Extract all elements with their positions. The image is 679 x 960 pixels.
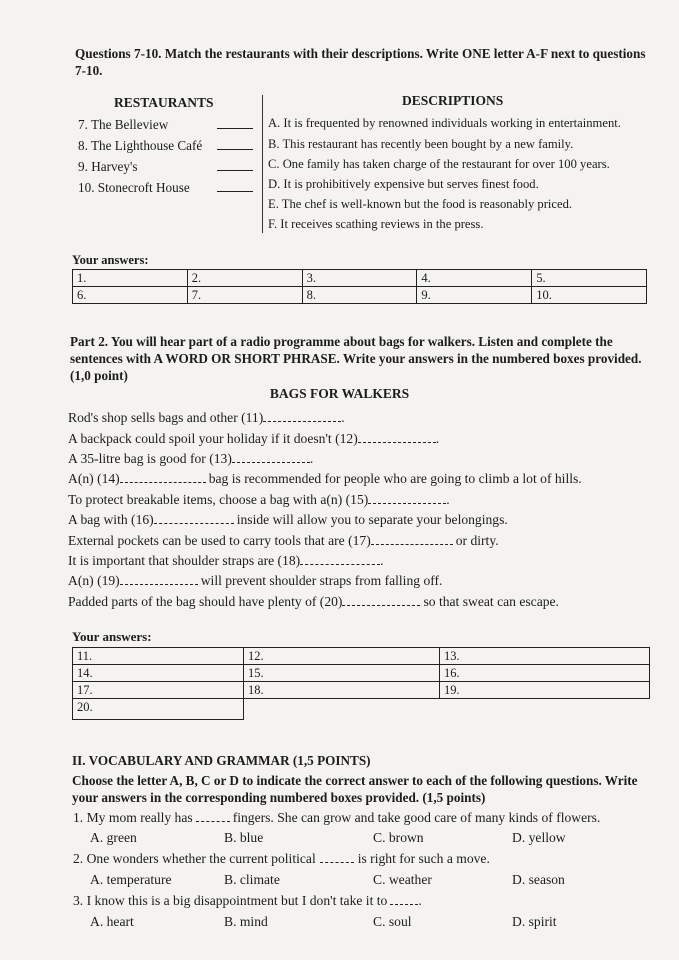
section2-instructions: Choose the letter A, B, C or D to indicate the correct answer to each of the following questions. Write your answers in the corresponding numbered boxes provided. (1,5 points)	[72, 773, 638, 805]
answer-cell[interactable]: 18.	[244, 682, 440, 699]
description-item: B. This restaurant has recently been bought by a new family.	[268, 137, 574, 151]
sentence: A 35-litre bag is good for (13) .	[68, 451, 314, 466]
answer-blank[interactable]	[196, 811, 230, 822]
answer-blank[interactable]	[368, 493, 446, 504]
description-item: C. One family has taken charge of the restaurant for over 100 years.	[268, 157, 610, 171]
answer-blank[interactable]	[342, 595, 420, 606]
descriptions-header: DESCRIPTIONS	[402, 93, 504, 108]
table-row	[73, 270, 647, 287]
answers-table-part1	[72, 269, 647, 304]
column-divider	[262, 95, 263, 233]
sentence: Padded parts of the bag should have plenty of (20) so that sweat can escape.	[68, 594, 559, 609]
option[interactable]: C. brown	[373, 830, 424, 845]
answer-blank[interactable]	[232, 452, 310, 463]
answer-cell[interactable]: 7.	[187, 287, 302, 304]
answer-cell[interactable]: 4.	[417, 270, 532, 287]
restaurant-item: 8. The Lighthouse Café	[78, 138, 203, 153]
answer-cell[interactable]: 15.	[244, 665, 440, 682]
table-row	[73, 287, 647, 304]
answer-cell[interactable]: 10.	[532, 287, 647, 304]
question: 1. My mom really has fingers. She can grow and take good care of many kinds of flowers.	[73, 810, 601, 825]
sentence: Rod's shop sells bags and other (11) .	[68, 410, 345, 425]
table-row	[73, 665, 650, 682]
option[interactable]: B. blue	[224, 830, 264, 845]
answer-blank[interactable]	[390, 894, 418, 905]
option[interactable]: C. soul	[373, 914, 412, 929]
answer-blank[interactable]	[120, 574, 198, 585]
description-item: A. It is frequented by renowned individuals working in entertainment.	[268, 116, 621, 130]
answers-table-part2	[72, 647, 650, 720]
answer-blank[interactable]	[300, 554, 380, 565]
section2-title: II. VOCABULARY AND GRAMMAR (1,5 POINTS)	[72, 753, 371, 768]
option[interactable]: A. heart	[90, 914, 134, 929]
answer-cell[interactable]: 13.	[440, 648, 650, 665]
answer-cell[interactable]: 8.	[302, 287, 417, 304]
answer-cell[interactable]: 6.	[73, 287, 188, 304]
empty-cell	[244, 699, 440, 720]
sentence: It is important that shoulder straps are (18) .	[68, 553, 384, 568]
option[interactable]: A. temperature	[90, 872, 172, 887]
answer-blank[interactable]	[217, 138, 253, 150]
answer-cell[interactable]: 20.	[73, 699, 244, 720]
option[interactable]: D. yellow	[512, 830, 566, 845]
part2-heading: Part 2. You will hear part of a radio programme about bags for walkers. Listen and complete the sentences with A WORD OR SHORT PHRASE. Write your answers in the numbered boxes provided. (1,0 point)	[70, 334, 642, 383]
table-row	[73, 682, 650, 699]
restaurant-item: 9. Harvey's	[78, 159, 138, 174]
description-item: F. It receives scathing reviews in the press.	[268, 217, 484, 231]
option[interactable]: C. weather	[373, 872, 432, 887]
answer-cell[interactable]: 19.	[440, 682, 650, 699]
answers-label: Your answers:	[72, 629, 152, 644]
option[interactable]: D. season	[512, 872, 565, 887]
table-row	[73, 699, 650, 720]
answer-blank[interactable]	[217, 117, 253, 129]
answer-blank[interactable]	[358, 432, 436, 443]
restaurant-item: 10. Stonecroft House	[78, 180, 190, 195]
restaurants-header: RESTAURANTS	[114, 95, 214, 110]
option[interactable]: B. climate	[224, 872, 280, 887]
restaurant-item: 7. The Belleview	[78, 117, 169, 132]
answer-cell[interactable]: 11.	[73, 648, 244, 665]
sentence: To protect breakable items, choose a bag with a(n) (15) .	[68, 492, 450, 507]
answers-label: Your answers:	[72, 253, 149, 267]
answer-blank[interactable]	[320, 852, 354, 863]
answer-blank[interactable]	[154, 513, 234, 524]
part2-title: BAGS FOR WALKERS	[269, 386, 410, 401]
part1-heading: Questions 7-10. Match the restaurants with their descriptions. Write ONE letter A-F next to questions 7-10.	[75, 46, 646, 78]
sentence: A backpack could spoil your holiday if it doesn't (12) .	[68, 431, 440, 446]
answer-blank[interactable]	[263, 411, 341, 422]
option[interactable]: A. green	[90, 830, 137, 845]
question: 3. I know this is a big disappointment but I don't take it to .	[73, 893, 422, 908]
question: 2. One wonders whether the current political is right for such a move.	[73, 851, 490, 866]
answer-cell[interactable]: 1.	[73, 270, 188, 287]
answer-blank[interactable]	[371, 534, 453, 545]
sentence: External pockets can be used to carry tools that are (17) or dirty.	[68, 533, 499, 548]
answer-blank[interactable]	[217, 159, 253, 171]
answer-cell[interactable]: 12.	[244, 648, 440, 665]
empty-cell	[440, 699, 650, 720]
table-row	[73, 648, 650, 665]
sentence: A(n) (14) bag is recommended for people who are going to climb a lot of hills.	[68, 471, 582, 486]
option[interactable]: D. spirit	[512, 914, 557, 929]
answer-cell[interactable]: 2.	[187, 270, 302, 287]
answer-blank[interactable]	[120, 472, 206, 483]
description-item: E. The chef is well-known but the food is reasonably priced.	[268, 197, 573, 211]
answer-blank[interactable]	[217, 180, 253, 192]
answer-cell[interactable]: 3.	[302, 270, 417, 287]
sentence: A bag with (16) inside will allow you to separate your belongings.	[68, 512, 508, 527]
description-item: D. It is prohibitively expensive but serves finest food.	[268, 177, 539, 191]
answer-cell[interactable]: 17.	[73, 682, 244, 699]
answer-cell[interactable]: 5.	[532, 270, 647, 287]
answer-cell[interactable]: 16.	[440, 665, 650, 682]
option[interactable]: B. mind	[224, 914, 268, 929]
sentence: A(n) (19) will prevent shoulder straps from falling off.	[68, 573, 443, 588]
answer-cell[interactable]: 14.	[73, 665, 244, 682]
answer-cell[interactable]: 9.	[417, 287, 532, 304]
